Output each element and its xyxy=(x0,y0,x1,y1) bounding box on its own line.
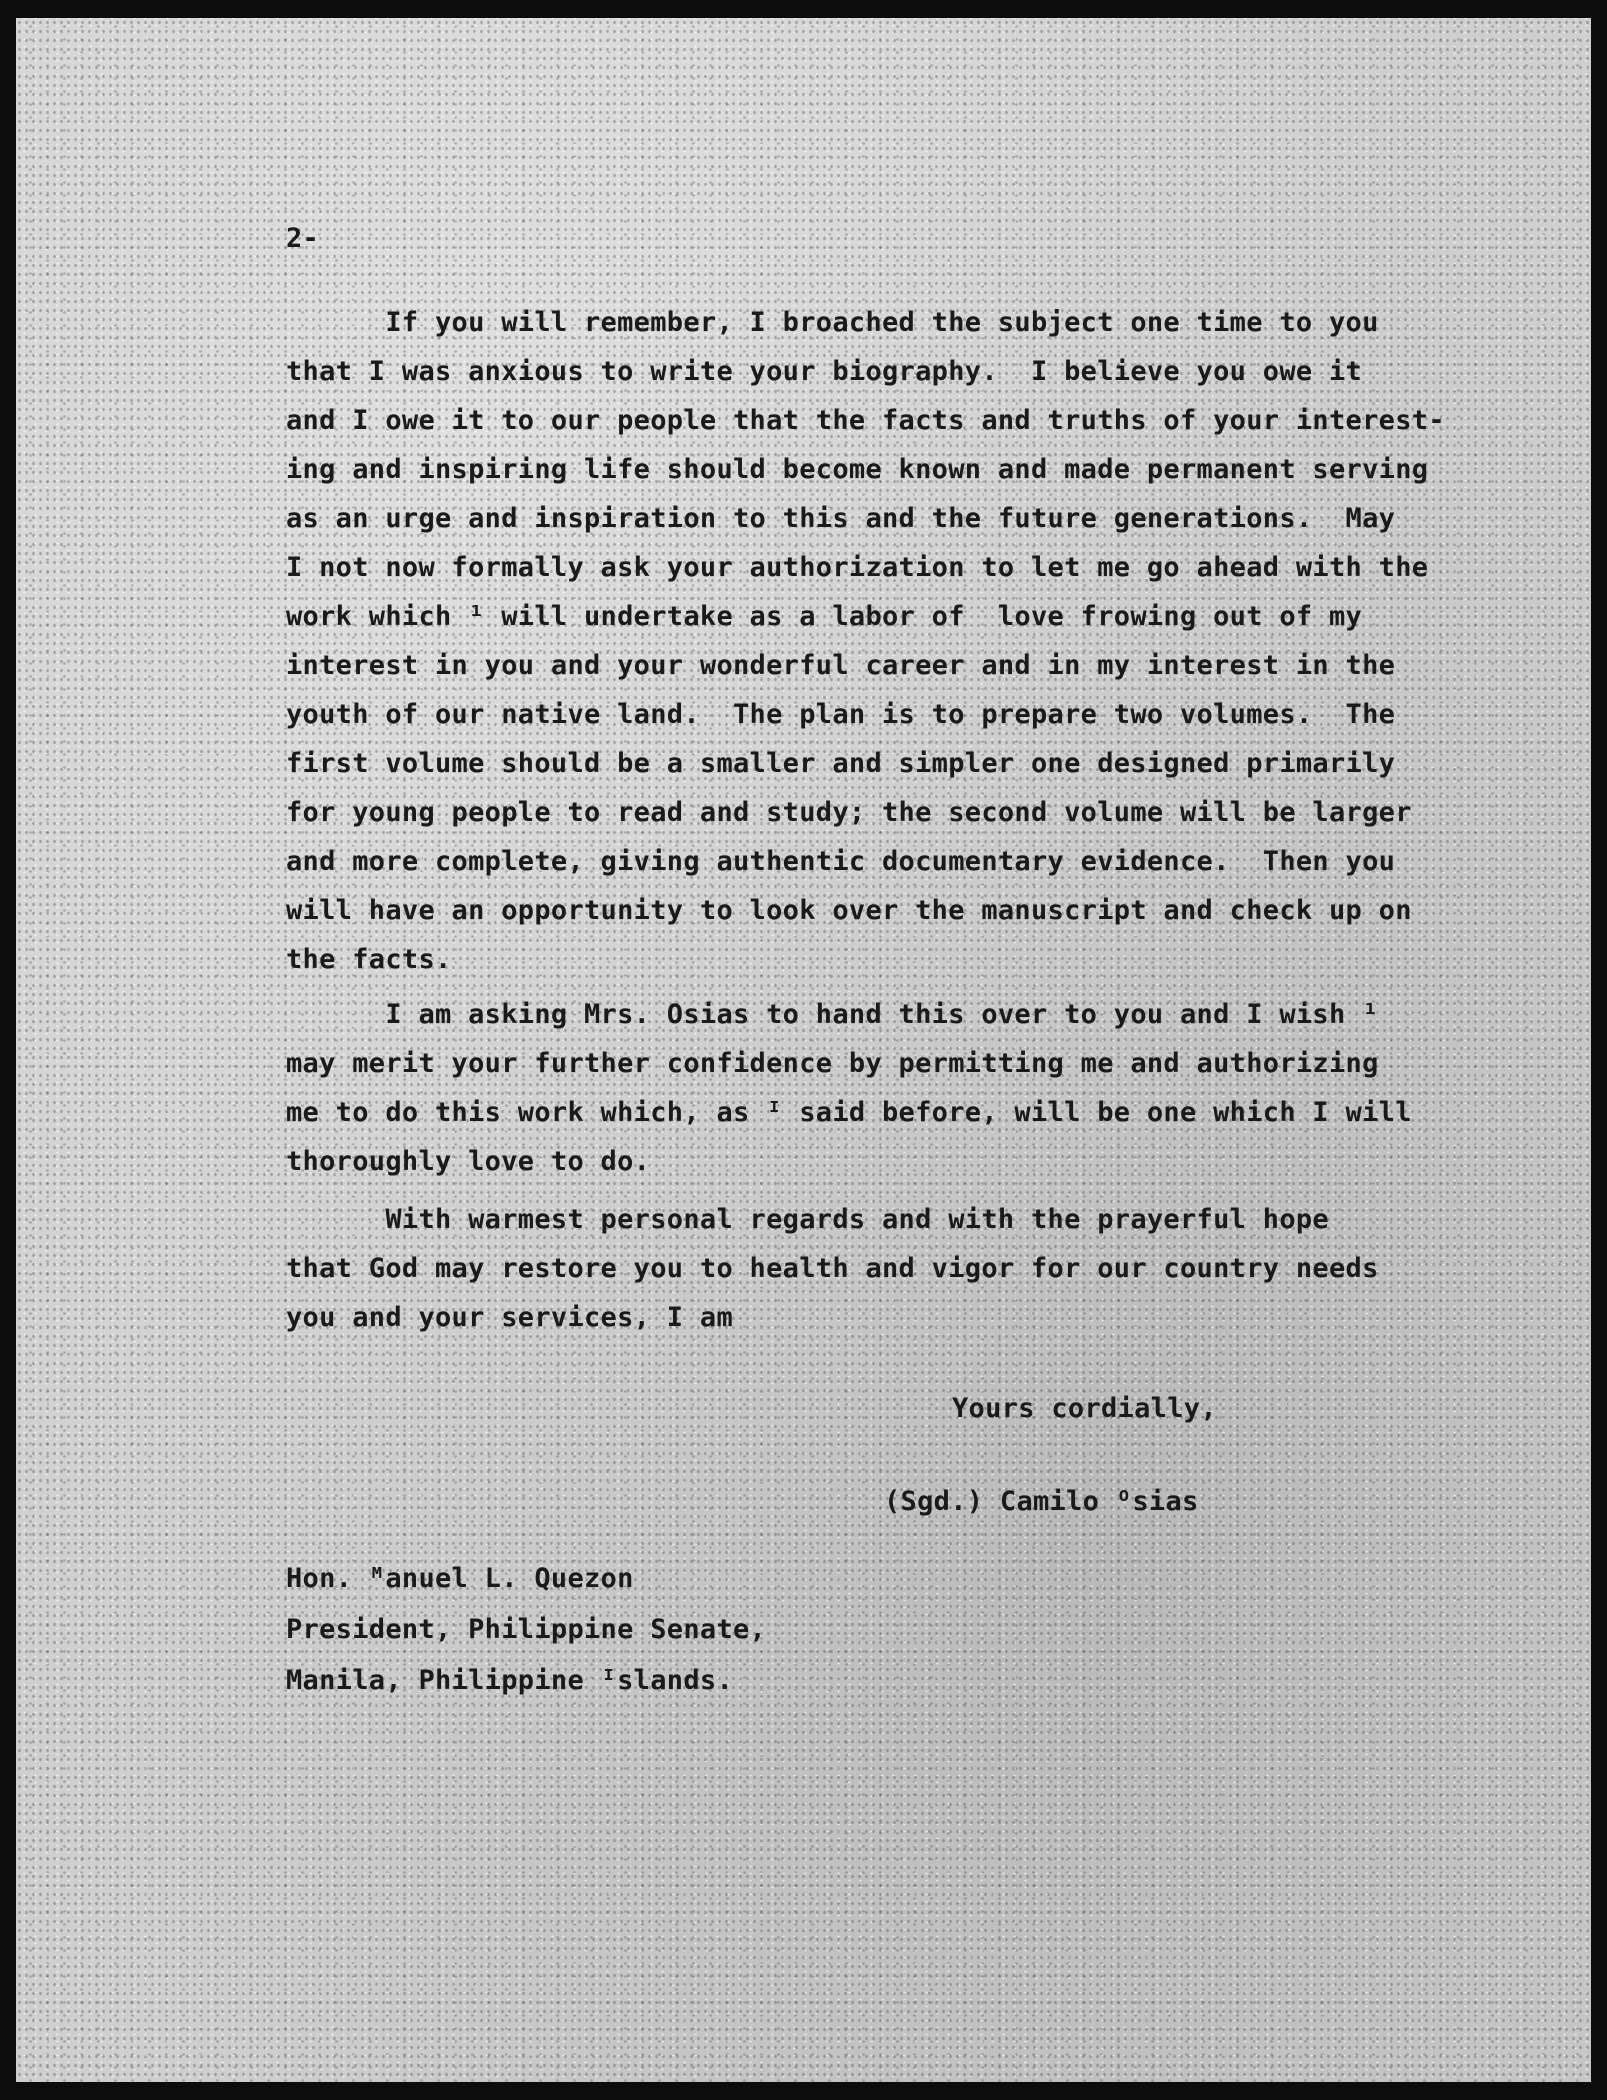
text-line: youth of our native land. The plan is to prepare two volumes. The xyxy=(286,699,1396,730)
text-line: me to do this work which, as ᴵ said before, will be one which I will xyxy=(286,1097,1412,1128)
recipient-title: President, Philippine Senate, xyxy=(286,1614,767,1645)
text-line: I not now formally ask your authorization to let me go ahead with the xyxy=(286,552,1429,583)
text-line: With warmest personal regards and with the prayerful hope xyxy=(286,1204,1329,1235)
page-number: 2- xyxy=(286,223,320,254)
complimentary-close: Yours cordially, xyxy=(952,1393,1217,1424)
paragraph-2 xyxy=(286,990,1426,1186)
recipient-name: Hon. ᴹanuel L. Quezon xyxy=(286,1563,634,1594)
text-line: first volume should be a smaller and simpler one designed primarily xyxy=(286,748,1396,779)
text-line: and I owe it to our people that the facts and truths of your interest- xyxy=(286,405,1445,436)
paragraph-1 xyxy=(286,298,1445,984)
letter-content xyxy=(16,18,1591,2082)
text-line: and more complete, giving authentic documentary evidence. Then you xyxy=(286,846,1396,877)
letter-page xyxy=(16,18,1591,2082)
text-line: you and your services, I am xyxy=(286,1302,733,1333)
text-line: work which ¹ will undertake as a labor of love frowing out of my xyxy=(286,601,1363,632)
text-line: ing and inspiring life should become known and made permanent serving xyxy=(286,454,1429,485)
signature-line: (Sgd.) Camilo ᴼsias xyxy=(884,1486,1199,1517)
text-line: may merit your further confidence by permitting me and authorizing xyxy=(286,1048,1379,1079)
text-line: thoroughly love to do. xyxy=(286,1146,651,1177)
text-line: as an urge and inspiration to this and the future generations. May xyxy=(286,503,1396,534)
text-line: the facts. xyxy=(286,944,452,975)
recipient-address xyxy=(286,1553,766,1706)
paragraph-3 xyxy=(286,1195,1426,1342)
text-line: for young people to read and study; the second volume will be larger xyxy=(286,797,1412,828)
text-line: that God may restore you to health and vigor for our country needs xyxy=(286,1253,1379,1284)
text-line: will have an opportunity to look over the manuscript and check up on xyxy=(286,895,1412,926)
text-line: If you will remember, I broached the subject one time to you xyxy=(286,307,1379,338)
text-line: that I was anxious to write your biography. I believe you owe it xyxy=(286,356,1363,387)
text-line: interest in you and your wonderful career and in my interest in the xyxy=(286,650,1396,681)
text-line: I am asking Mrs. Osias to hand this over to you and I wish ¹ xyxy=(286,999,1379,1030)
recipient-location: Manila, Philippine ᴵslands. xyxy=(286,1665,733,1696)
